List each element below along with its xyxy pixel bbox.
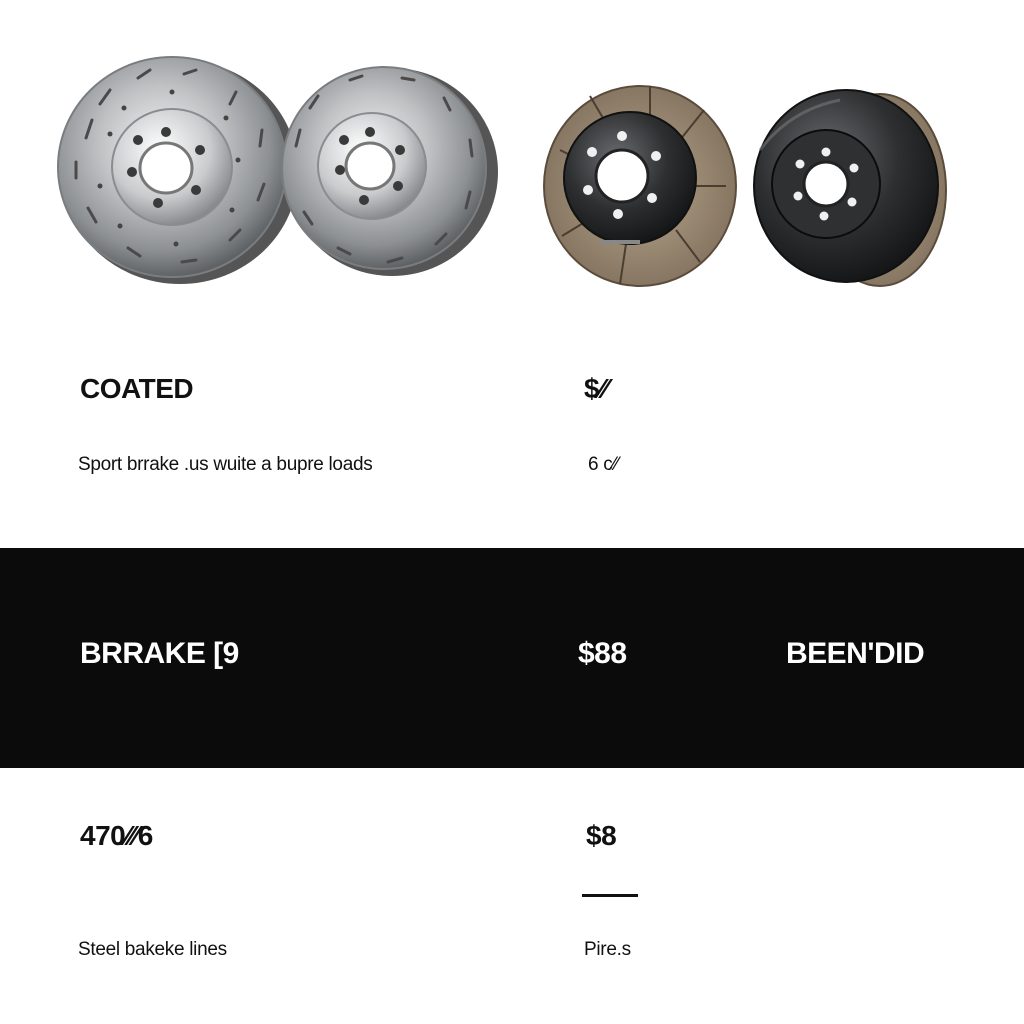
band-price: $88 bbox=[578, 637, 627, 670]
coated-title: COATED bbox=[80, 373, 194, 404]
featured-band bbox=[0, 548, 1024, 768]
band-title: BRRAKE [9 bbox=[80, 637, 239, 670]
silver-rotor-right bbox=[282, 67, 498, 276]
coated-secondary-price: 6 c⁄⁄ bbox=[588, 454, 619, 475]
band-badge: BEEN'DID bbox=[786, 637, 925, 670]
coated-description: Sport brrake .us wuite a bupre loads bbox=[78, 454, 373, 475]
steel-description: Steel bakeke lines bbox=[78, 939, 227, 960]
coated-rotor-with-pads bbox=[544, 86, 736, 286]
steel-note: Pire.s bbox=[584, 939, 631, 960]
silver-rotor-left bbox=[58, 57, 298, 284]
steel-price: $8 bbox=[586, 820, 617, 851]
brake-rotors-illustration bbox=[0, 0, 1024, 310]
brake-rotor-image-strip bbox=[0, 0, 1024, 310]
price-divider bbox=[582, 894, 638, 897]
coated-price: $⁄⁄ bbox=[584, 373, 608, 404]
black-rotor-with-pad bbox=[754, 90, 946, 286]
steel-title: 470⁄⁄⁄6 bbox=[80, 820, 153, 851]
